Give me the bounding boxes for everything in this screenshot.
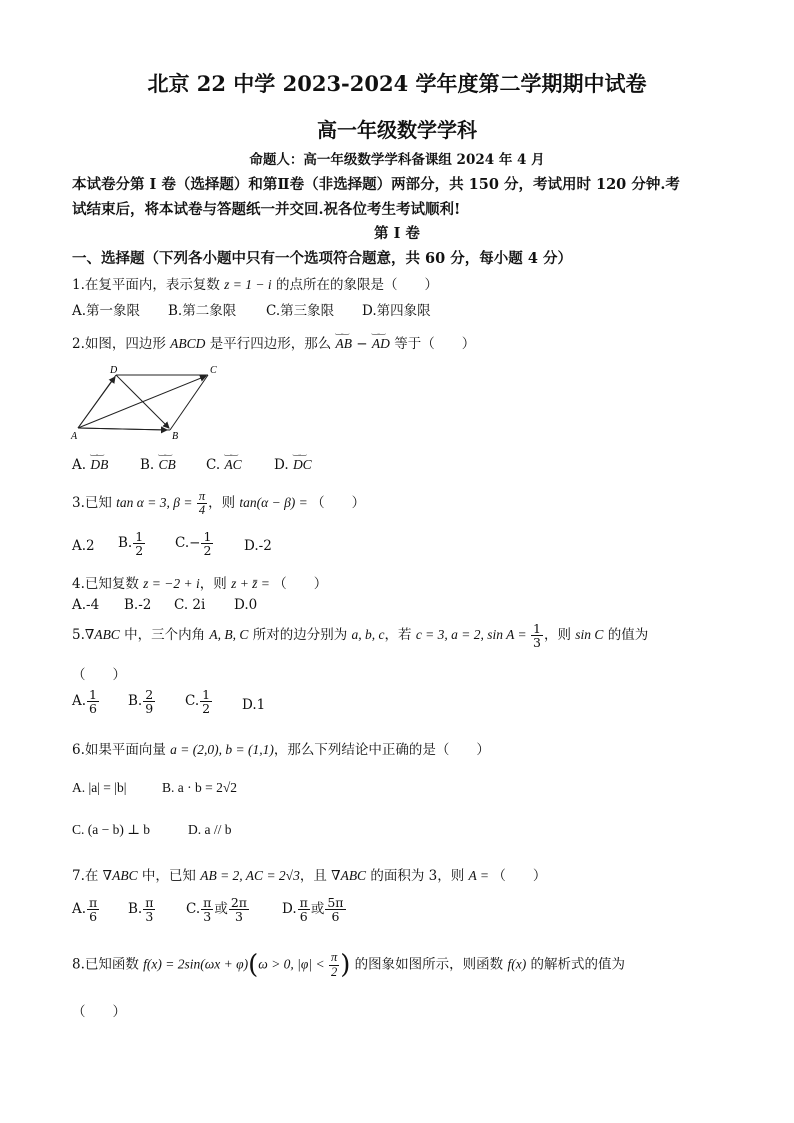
q3-option-b-num: 1 [135, 529, 144, 544]
q3-pi-over-4 [197, 490, 207, 517]
question-2 [72, 332, 475, 352]
label-c: C [210, 365, 217, 376]
intro-line-2: 试结束后，将本试卷与答题纸一并交回.祝各位考生考试顺利! [72, 201, 461, 218]
q7-option-d-frac-1 [298, 896, 310, 923]
q1-option-b: B.第二象限 [168, 303, 237, 319]
q2-stem-c: 等于（ ） [389, 336, 476, 352]
q7-option-a-letter: A. [72, 901, 87, 918]
q2-option-d-vector: ‿‿ DC [293, 457, 312, 473]
part-label: 第 I 卷 [374, 225, 420, 242]
q2-option-b [140, 457, 176, 473]
q3-option-b [118, 530, 146, 557]
q8-frac-num: π [330, 950, 338, 965]
q5-option-b-num: 2 [145, 687, 154, 702]
q3-option-b-letter: B. [118, 535, 133, 552]
q4-stem-a: 4.已知复数 [72, 576, 144, 592]
q5-option-a [72, 688, 100, 715]
q7-stem-a: 7.在 [72, 868, 103, 884]
q7-option-a [72, 896, 100, 923]
q8-paren: （ ） [72, 1004, 126, 1020]
question-5 [72, 622, 648, 649]
setter-line: 命题人：高一年级数学学科备课组 2024 年 4 月 [249, 152, 545, 168]
q4-option-d: D.0 [234, 597, 258, 613]
q5-option-c-frac [200, 688, 212, 715]
q8-stem-a: 8.已知函数 [72, 956, 144, 973]
q7-option-c-letter: C. [186, 901, 201, 918]
q5-frac [531, 622, 543, 649]
q7-math-4: A = [468, 868, 493, 883]
q6-option-d: D. a // b [188, 822, 232, 837]
q7-option-b-den: 3 [145, 909, 154, 925]
q6-math: a = (2,0), b = (1,1) [170, 742, 274, 757]
q7-stem-b: 中，已知 [137, 868, 201, 884]
question-7 [72, 864, 546, 884]
q5-stem-f: 的值为 [603, 627, 649, 644]
q5-math-5: sin C [575, 627, 604, 643]
q5-option-c [185, 688, 213, 715]
q6-option-c: C. (a − b) ⊥ b [72, 822, 151, 837]
q8-math-3: f(x) [507, 956, 527, 972]
q7-stem-c: ，且 [299, 868, 332, 884]
q5-option-a-frac [87, 688, 99, 715]
q7-option-c-den-1: 3 [203, 909, 212, 925]
q7-option-d-letter: D. [282, 901, 297, 918]
q7-option-a-den: 6 [89, 909, 98, 925]
q5-stem-a: 5. [72, 627, 85, 644]
q3-option-c-den: 2 [203, 543, 212, 559]
arrow-ab [78, 428, 167, 430]
q6-stem-b: ，那么下列结论中正确的是（ ） [273, 742, 490, 758]
q3-stem-a: 3.已知 [72, 495, 117, 512]
q4-math-1: z = −2 + i [143, 576, 200, 591]
q7-option-c-frac-1 [201, 896, 213, 923]
q7-option-c-frac-2 [229, 896, 249, 923]
q7-option-d-or: 或 [310, 901, 325, 918]
q8-frac [329, 951, 339, 978]
q7-option-d-num-2: 5π [327, 895, 344, 910]
q4-stem-c: （ ） [273, 576, 328, 592]
q5-stem-e: ，则 [543, 627, 576, 644]
q1-option-c: C.第三象限 [266, 303, 335, 319]
q5-option-c-num: 1 [202, 687, 211, 702]
q3-frac-den: 4 [198, 503, 206, 518]
q7-option-c-den-2: 3 [234, 909, 243, 925]
q6-option-a: A. |a| = |b| [72, 780, 127, 795]
q7-option-b-num: π [145, 895, 154, 910]
q3-option-b-frac [133, 530, 145, 557]
q4-option-c: C. 2i [174, 597, 206, 613]
q5-stem-b: 中，三个内角 [119, 627, 210, 644]
question-6 [72, 738, 490, 758]
q2-option-b-vector: ‿‿ CB [159, 457, 176, 473]
q6-option-b: B. a · b = 2√2 [162, 780, 238, 795]
q1-stem-a: 1.在复平面内，表示复数 [72, 277, 225, 293]
q2-option-d [274, 457, 312, 473]
q7-math-1: ∇ABC [102, 868, 138, 883]
q3-option-c-letter: C.− [175, 535, 201, 552]
question-4 [72, 572, 327, 592]
q2-option-c [206, 457, 242, 473]
q8-frac-den: 2 [330, 964, 338, 979]
label-b: B [172, 431, 179, 442]
exam-subtitle: 高一年级数学学科 [317, 118, 477, 142]
q7-option-d-frac-2 [325, 896, 345, 923]
q8-math-1: f(x) = 2sin(ωx + φ) [143, 956, 249, 972]
section-heading: 一、选择题（下列各小题中只有一个选项符合题意，共 60 分，每小题 4 分） [72, 250, 572, 267]
q5-option-b-frac [143, 688, 155, 715]
q2-stem-a: 2.如图，四边形 [72, 336, 171, 352]
q4-stem-b: ，则 [199, 576, 232, 592]
q8-math-2: ω > 0, |φ| < [258, 956, 328, 972]
q8-left-paren: ( [248, 950, 259, 980]
q5-option-c-den: 2 [202, 701, 211, 717]
q5-paren: （ ） [72, 667, 126, 683]
q3-frac-num: π [198, 489, 206, 503]
q7-option-a-num: π [89, 895, 98, 910]
q3-math-2: tan(α − β) = [239, 495, 312, 511]
q2-option-c-letter: C. [206, 457, 221, 473]
label-a: A [71, 431, 78, 442]
q4-option-a: A.-4 [72, 597, 100, 613]
q3-math-1: tan α = 3, β = [116, 495, 196, 511]
q2-option-a-letter: A. [72, 457, 87, 473]
q5-stem-c: 所对的边分别为 [248, 627, 352, 644]
q7-math-3: ∇ABC [331, 868, 367, 883]
q5-math-2: A, B, C [209, 627, 249, 643]
q3-option-c [175, 530, 214, 557]
q5-option-b-letter: B. [128, 693, 143, 710]
q1-math: z = 1 − i [224, 277, 272, 292]
q5-option-a-den: 6 [89, 701, 97, 717]
q6-stem-a: 6.如果平面向量 [72, 742, 171, 758]
q3-option-a: A.2 [72, 538, 95, 554]
q4-option-b: B.-2 [124, 597, 152, 613]
q2-vector-ad: ‿‿ AD [372, 336, 390, 352]
q5-option-a-letter: A. [72, 693, 87, 710]
q5-math-1: ∇ABC [84, 627, 120, 643]
q4-math-2: z + z̄ = [231, 576, 274, 591]
q2-option-a [72, 457, 108, 473]
q2-stem-b: 是平行四边形，那么 [205, 336, 336, 352]
q7-option-b-frac [143, 896, 155, 923]
q2-math: ABCD [170, 336, 206, 351]
q5-option-d: D.1 [242, 697, 266, 713]
q2-option-c-vector: ‿‿ AC [224, 457, 241, 473]
q1-option-d: D.第四象限 [362, 303, 431, 319]
q1-option-a: A.第一象限 [72, 303, 141, 319]
q7-stem-d: 的面积为 3，则 [366, 868, 469, 884]
intro-line-1: 本试卷分第 I 卷（选择题）和第Ⅱ卷（非选择题）两部分，共 150 分，考试用时 120 分钟.考 [72, 176, 680, 193]
q7-stem-e: （ ） [492, 868, 547, 884]
diagonal-db [116, 375, 169, 428]
q8-right-paren: ) [340, 950, 351, 980]
q2-option-a-vector: ‿‿ DB [90, 457, 108, 473]
q7-option-a-frac [87, 896, 99, 923]
q7-math-2: AB = 2, AC = 2√3 [200, 868, 300, 883]
q3-option-c-num: 1 [203, 529, 212, 544]
q5-option-a-num: 1 [89, 687, 97, 702]
q3-stem-c: （ ） [311, 495, 366, 512]
q2-option-d-letter: D. [274, 457, 289, 473]
parallelogram-figure [70, 362, 230, 442]
q7-option-d-den-2: 6 [331, 909, 340, 925]
exam-title: 北京 22 中学 2023-2024 学年度第二学期期中试卷 [147, 71, 647, 96]
question-8 [72, 950, 625, 980]
q5-math-4: c = 3, a = 2, sin A = [415, 627, 531, 643]
q5-frac-den: 3 [533, 635, 541, 651]
q2-minus: − [352, 336, 372, 352]
q7-option-d-den-1: 6 [299, 909, 308, 925]
q8-stem-c: 的解析式的值为 [526, 956, 625, 973]
q7-option-d-num-1: π [299, 895, 308, 910]
q7-option-c-or: 或 [214, 901, 228, 918]
q7-option-b-letter: B. [128, 901, 143, 918]
q7-option-c [186, 896, 250, 923]
q3-option-c-frac [201, 530, 213, 557]
q5-option-b-den: 9 [145, 701, 154, 717]
label-d: D [110, 365, 118, 376]
q5-math-3: a, b, c [351, 627, 385, 643]
q5-frac-num: 1 [533, 621, 541, 636]
q2-option-b-letter: B. [140, 457, 155, 473]
q7-option-c-num-1: π [203, 895, 212, 910]
q5-option-b [128, 688, 156, 715]
q7-option-b [128, 896, 156, 923]
q7-option-d [282, 896, 347, 923]
question-1 [72, 273, 438, 293]
q7-option-c-num-2: 2π [230, 895, 248, 910]
q8-stem-b: 的图象如图所示，则函数 [350, 956, 508, 973]
q3-option-d: D.-2 [244, 538, 272, 554]
q5-option-c-letter: C. [185, 693, 200, 710]
q1-stem-b: 的点所在的象限是（ ） [271, 277, 438, 293]
question-3 [72, 490, 365, 517]
q5-stem-d: ，若 [384, 627, 416, 644]
q3-stem-b: ，则 [208, 495, 240, 512]
q3-option-b-den: 2 [135, 543, 144, 559]
q2-vector-ab: ‿‿ AB [336, 336, 353, 352]
